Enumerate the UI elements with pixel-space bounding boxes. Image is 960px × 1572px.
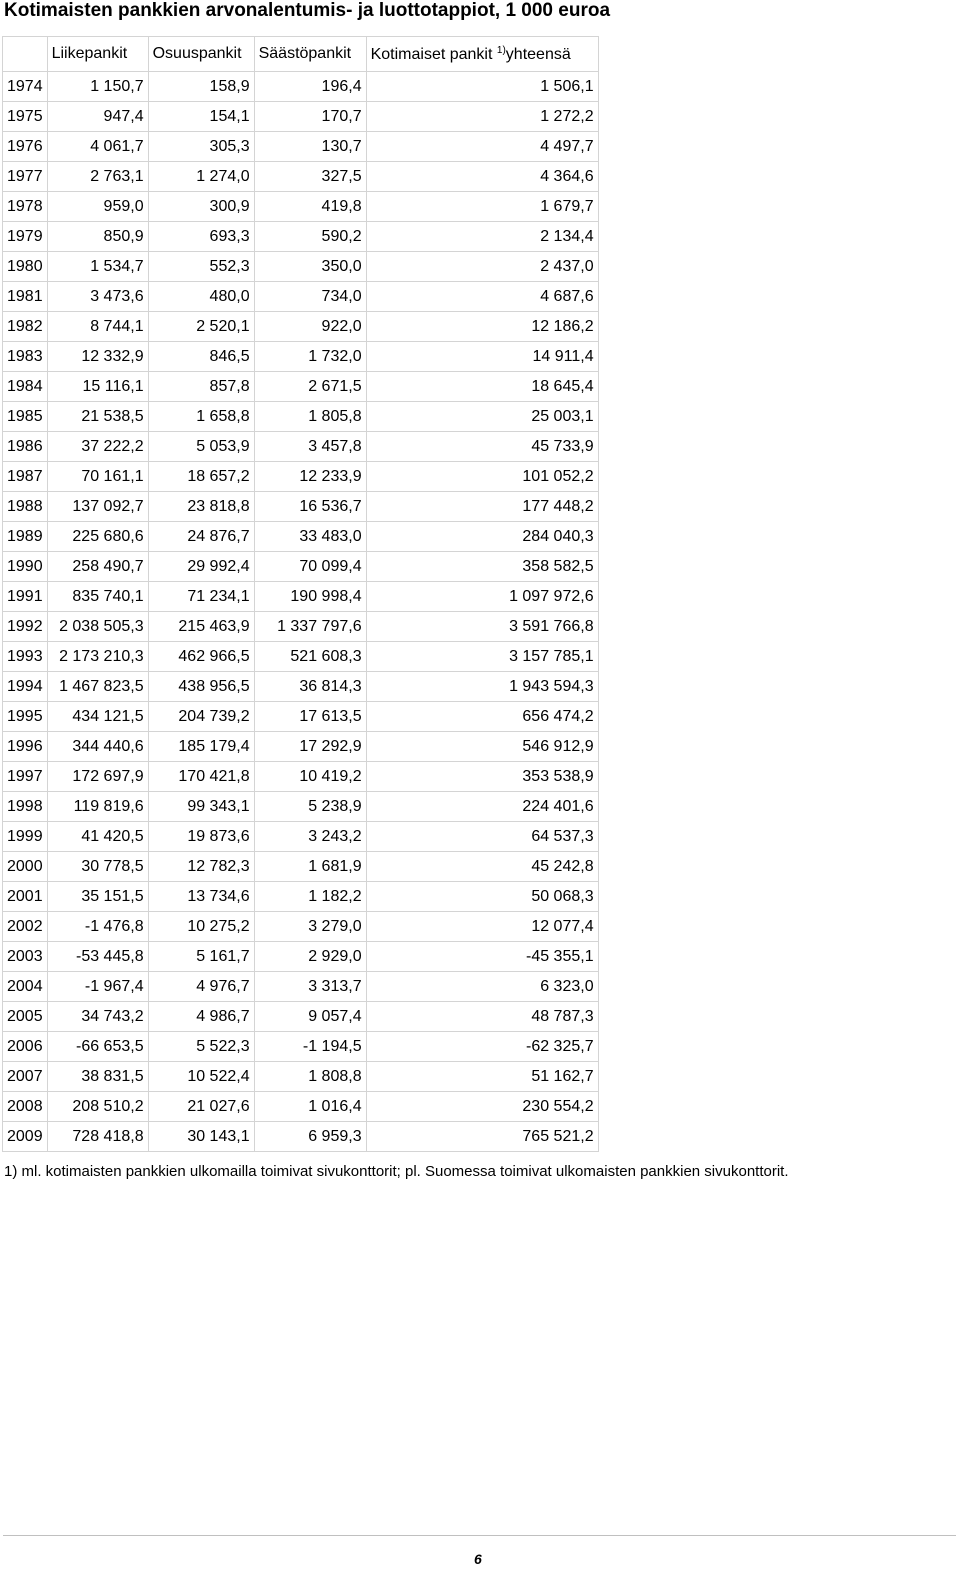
cell-year: 1986: [3, 432, 48, 462]
cell-year: 2009: [3, 1122, 48, 1152]
cell-saastopankit: 6 959,3: [254, 1122, 366, 1152]
cell-osuuspankit: 10 522,4: [148, 1062, 254, 1092]
cell-saastopankit: 1 016,4: [254, 1092, 366, 1122]
header-saastopankit: Säästöpankit: [254, 37, 366, 72]
cell-liikepankit: 12 332,9: [47, 342, 148, 372]
cell-liikepankit: 70 161,1: [47, 462, 148, 492]
cell-saastopankit: 1 681,9: [254, 852, 366, 882]
cell-liikepankit: -1 967,4: [47, 972, 148, 1002]
table-row: [3, 852, 599, 882]
cell-total: 230 554,2: [366, 1092, 598, 1122]
cell-year: 1993: [3, 642, 48, 672]
cell-osuuspankit: 12 782,3: [148, 852, 254, 882]
cell-saastopankit: 5 238,9: [254, 792, 366, 822]
table-row: [3, 72, 599, 102]
cell-osuuspankit: 480,0: [148, 282, 254, 312]
page-number: 6: [474, 1551, 482, 1567]
header-liikepankit: Liikepankit: [47, 37, 148, 72]
cell-saastopankit: 3 313,7: [254, 972, 366, 1002]
cell-osuuspankit: 10 275,2: [148, 912, 254, 942]
cell-osuuspankit: 846,5: [148, 342, 254, 372]
cell-liikepankit: -1 476,8: [47, 912, 148, 942]
cell-osuuspankit: 857,8: [148, 372, 254, 402]
cell-year: 1991: [3, 582, 48, 612]
cell-year: 2002: [3, 912, 48, 942]
cell-total: 50 068,3: [366, 882, 598, 912]
cell-liikepankit: 850,9: [47, 222, 148, 252]
header-osuuspankit: Osuuspankit: [148, 37, 254, 72]
cell-saastopankit: 70 099,4: [254, 552, 366, 582]
cell-liikepankit: 41 420,5: [47, 822, 148, 852]
table-row: [3, 762, 599, 792]
table-row: [3, 432, 599, 462]
cell-year: 1989: [3, 522, 48, 552]
cell-year: 1997: [3, 762, 48, 792]
cell-osuuspankit: 438 956,5: [148, 672, 254, 702]
cell-total: 14 911,4: [366, 342, 598, 372]
cell-osuuspankit: 693,3: [148, 222, 254, 252]
footnote: 1) ml. kotimaisten pankkien ulkomailla toimivat sivukonttorit; pl. Suomessa toimivat ulkomaisten pankkien sivukonttorit.: [4, 1163, 789, 1180]
cell-saastopankit: 196,4: [254, 72, 366, 102]
cell-total: 64 537,3: [366, 822, 598, 852]
cell-total: 2 437,0: [366, 252, 598, 282]
cell-saastopankit: 1 732,0: [254, 342, 366, 372]
table-row: [3, 252, 599, 282]
table-row: [3, 642, 599, 672]
cell-saastopankit: 590,2: [254, 222, 366, 252]
cell-year: 1987: [3, 462, 48, 492]
cell-liikepankit: 34 743,2: [47, 1002, 148, 1032]
cell-year: 1976: [3, 132, 48, 162]
cell-osuuspankit: 29 992,4: [148, 552, 254, 582]
cell-year: 1974: [3, 72, 48, 102]
cell-liikepankit: 38 831,5: [47, 1062, 148, 1092]
cell-saastopankit: 1 808,8: [254, 1062, 366, 1092]
table-row: [3, 222, 599, 252]
cell-liikepankit: 119 819,6: [47, 792, 148, 822]
cell-total: -45 355,1: [366, 942, 598, 972]
cell-osuuspankit: 462 966,5: [148, 642, 254, 672]
cell-total: 45 733,9: [366, 432, 598, 462]
cell-osuuspankit: 1 658,8: [148, 402, 254, 432]
cell-osuuspankit: 158,9: [148, 72, 254, 102]
cell-year: 1978: [3, 192, 48, 222]
cell-liikepankit: 172 697,9: [47, 762, 148, 792]
cell-saastopankit: 17 613,5: [254, 702, 366, 732]
cell-liikepankit: 137 092,7: [47, 492, 148, 522]
cell-saastopankit: 2 929,0: [254, 942, 366, 972]
cell-liikepankit: 21 538,5: [47, 402, 148, 432]
table-row: [3, 972, 599, 1002]
cell-liikepankit: 3 473,6: [47, 282, 148, 312]
cell-osuuspankit: 154,1: [148, 102, 254, 132]
cell-liikepankit: 344 440,6: [47, 732, 148, 762]
cell-osuuspankit: 4 976,7: [148, 972, 254, 1002]
table-row: [3, 582, 599, 612]
cell-total: 358 582,5: [366, 552, 598, 582]
cell-total: 2 134,4: [366, 222, 598, 252]
cell-saastopankit: 3 243,2: [254, 822, 366, 852]
table-row: [3, 822, 599, 852]
cell-saastopankit: 1 805,8: [254, 402, 366, 432]
cell-saastopankit: 734,0: [254, 282, 366, 312]
table-row: [3, 882, 599, 912]
cell-osuuspankit: 71 234,1: [148, 582, 254, 612]
table-row: [3, 1122, 599, 1152]
cell-saastopankit: 12 233,9: [254, 462, 366, 492]
cell-year: 1982: [3, 312, 48, 342]
footer-divider: [3, 1535, 956, 1536]
table-row: [3, 1062, 599, 1092]
cell-liikepankit: 37 222,2: [47, 432, 148, 462]
cell-total: 1 943 594,3: [366, 672, 598, 702]
cell-osuuspankit: 18 657,2: [148, 462, 254, 492]
header-total-suffix: yhteensä: [505, 45, 571, 63]
cell-total: 25 003,1: [366, 402, 598, 432]
cell-total: -62 325,7: [366, 1032, 598, 1062]
cell-osuuspankit: 305,3: [148, 132, 254, 162]
cell-liikepankit: 30 778,5: [47, 852, 148, 882]
cell-osuuspankit: 5 161,7: [148, 942, 254, 972]
cell-total: 48 787,3: [366, 1002, 598, 1032]
cell-osuuspankit: 23 818,8: [148, 492, 254, 522]
table-row: [3, 402, 599, 432]
table-row: [3, 612, 599, 642]
cell-total: 1 272,2: [366, 102, 598, 132]
cell-saastopankit: 3 457,8: [254, 432, 366, 462]
cell-year: 1998: [3, 792, 48, 822]
cell-total: 12 186,2: [366, 312, 598, 342]
cell-saastopankit: 36 814,3: [254, 672, 366, 702]
cell-osuuspankit: 19 873,6: [148, 822, 254, 852]
cell-liikepankit: 959,0: [47, 192, 148, 222]
cell-total: 3 157 785,1: [366, 642, 598, 672]
table-row: [3, 372, 599, 402]
cell-total: 12 077,4: [366, 912, 598, 942]
cell-saastopankit: -1 194,5: [254, 1032, 366, 1062]
cell-osuuspankit: 30 143,1: [148, 1122, 254, 1152]
cell-total: 4 364,6: [366, 162, 598, 192]
cell-saastopankit: 922,0: [254, 312, 366, 342]
cell-year: 1981: [3, 282, 48, 312]
cell-year: 2008: [3, 1092, 48, 1122]
cell-osuuspankit: 170 421,8: [148, 762, 254, 792]
table-body: [3, 72, 599, 1152]
cell-saastopankit: 350,0: [254, 252, 366, 282]
cell-total: 284 040,3: [366, 522, 598, 552]
cell-liikepankit: -53 445,8: [47, 942, 148, 972]
table-row: [3, 1032, 599, 1062]
cell-osuuspankit: 1 274,0: [148, 162, 254, 192]
cell-year: 2004: [3, 972, 48, 1002]
cell-total: 1 097 972,6: [366, 582, 598, 612]
cell-osuuspankit: 13 734,6: [148, 882, 254, 912]
cell-saastopankit: 10 419,2: [254, 762, 366, 792]
header-total-footnote-ref: 1): [496, 44, 506, 56]
cell-year: 1985: [3, 402, 48, 432]
table-row: [3, 312, 599, 342]
header-corner: [3, 37, 48, 72]
cell-year: 1983: [3, 342, 48, 372]
table-row: [3, 162, 599, 192]
cell-liikepankit: 35 151,5: [47, 882, 148, 912]
cell-total: 1 679,7: [366, 192, 598, 222]
cell-total: 18 645,4: [366, 372, 598, 402]
cell-year: 1988: [3, 492, 48, 522]
cell-saastopankit: 17 292,9: [254, 732, 366, 762]
cell-year: 1994: [3, 672, 48, 702]
table-row: [3, 342, 599, 372]
table-row: [3, 102, 599, 132]
cell-osuuspankit: 4 986,7: [148, 1002, 254, 1032]
cell-osuuspankit: 99 343,1: [148, 792, 254, 822]
cell-liikepankit: 1 150,7: [47, 72, 148, 102]
cell-saastopankit: 1 182,2: [254, 882, 366, 912]
cell-saastopankit: 521 608,3: [254, 642, 366, 672]
cell-liikepankit: 728 418,8: [47, 1122, 148, 1152]
cell-saastopankit: 1 337 797,6: [254, 612, 366, 642]
cell-total: 4 687,6: [366, 282, 598, 312]
table-header-row: [3, 37, 599, 72]
cell-liikepankit: 2 763,1: [47, 162, 148, 192]
losses-table: [2, 36, 599, 1152]
cell-osuuspankit: 300,9: [148, 192, 254, 222]
cell-year: 2006: [3, 1032, 48, 1062]
cell-saastopankit: 33 483,0: [254, 522, 366, 552]
cell-year: 2000: [3, 852, 48, 882]
cell-year: 1977: [3, 162, 48, 192]
cell-total: 546 912,9: [366, 732, 598, 762]
cell-saastopankit: 419,8: [254, 192, 366, 222]
cell-year: 1984: [3, 372, 48, 402]
cell-total: 4 497,7: [366, 132, 598, 162]
cell-osuuspankit: 5 522,3: [148, 1032, 254, 1062]
cell-total: 656 474,2: [366, 702, 598, 732]
cell-total: 45 242,8: [366, 852, 598, 882]
cell-total: 224 401,6: [366, 792, 598, 822]
table-row: [3, 132, 599, 162]
cell-total: 353 538,9: [366, 762, 598, 792]
cell-year: 2001: [3, 882, 48, 912]
table-row: [3, 522, 599, 552]
page-title: Kotimaisten pankkien arvonalentumis- ja luottotappiot, 1 000 euroa: [4, 0, 611, 21]
table-row: [3, 912, 599, 942]
cell-total: 6 323,0: [366, 972, 598, 1002]
cell-year: 2007: [3, 1062, 48, 1092]
table-row: [3, 552, 599, 582]
cell-year: 1996: [3, 732, 48, 762]
cell-liikepankit: 2 173 210,3: [47, 642, 148, 672]
cell-osuuspankit: 552,3: [148, 252, 254, 282]
table-row: [3, 702, 599, 732]
cell-saastopankit: 170,7: [254, 102, 366, 132]
cell-saastopankit: 3 279,0: [254, 912, 366, 942]
header-total: [366, 37, 598, 72]
cell-osuuspankit: 215 463,9: [148, 612, 254, 642]
cell-year: 1992: [3, 612, 48, 642]
cell-saastopankit: 190 998,4: [254, 582, 366, 612]
cell-year: 2005: [3, 1002, 48, 1032]
cell-liikepankit: 1 534,7: [47, 252, 148, 282]
cell-liikepankit: 208 510,2: [47, 1092, 148, 1122]
cell-liikepankit: -66 653,5: [47, 1032, 148, 1062]
table-row: [3, 282, 599, 312]
table-row: [3, 1002, 599, 1032]
cell-saastopankit: 327,5: [254, 162, 366, 192]
table-row: [3, 672, 599, 702]
table-row: [3, 192, 599, 222]
cell-liikepankit: 1 467 823,5: [47, 672, 148, 702]
table-row: [3, 942, 599, 972]
cell-liikepankit: 15 116,1: [47, 372, 148, 402]
cell-total: 765 521,2: [366, 1122, 598, 1152]
cell-saastopankit: 16 536,7: [254, 492, 366, 522]
cell-year: 1975: [3, 102, 48, 132]
cell-saastopankit: 130,7: [254, 132, 366, 162]
cell-osuuspankit: 21 027,6: [148, 1092, 254, 1122]
cell-year: 1979: [3, 222, 48, 252]
cell-liikepankit: 947,4: [47, 102, 148, 132]
table-row: [3, 1092, 599, 1122]
cell-saastopankit: 9 057,4: [254, 1002, 366, 1032]
cell-osuuspankit: 185 179,4: [148, 732, 254, 762]
cell-liikepankit: 2 038 505,3: [47, 612, 148, 642]
cell-year: 1999: [3, 822, 48, 852]
cell-osuuspankit: 2 520,1: [148, 312, 254, 342]
table-row: [3, 462, 599, 492]
cell-osuuspankit: 24 876,7: [148, 522, 254, 552]
header-total-prefix: Kotimaiset pankit: [370, 45, 493, 63]
cell-year: 1990: [3, 552, 48, 582]
cell-liikepankit: 8 744,1: [47, 312, 148, 342]
table-row: [3, 732, 599, 762]
cell-liikepankit: 835 740,1: [47, 582, 148, 612]
cell-year: 1980: [3, 252, 48, 282]
cell-total: 1 506,1: [366, 72, 598, 102]
table-row: [3, 492, 599, 522]
cell-total: 101 052,2: [366, 462, 598, 492]
cell-total: 177 448,2: [366, 492, 598, 522]
cell-year: 2003: [3, 942, 48, 972]
cell-year: 1995: [3, 702, 48, 732]
cell-total: 3 591 766,8: [366, 612, 598, 642]
cell-liikepankit: 225 680,6: [47, 522, 148, 552]
cell-liikepankit: 4 061,7: [47, 132, 148, 162]
cell-total: 51 162,7: [366, 1062, 598, 1092]
cell-osuuspankit: 204 739,2: [148, 702, 254, 732]
cell-saastopankit: 2 671,5: [254, 372, 366, 402]
cell-liikepankit: 258 490,7: [47, 552, 148, 582]
table-row: [3, 792, 599, 822]
cell-liikepankit: 434 121,5: [47, 702, 148, 732]
cell-osuuspankit: 5 053,9: [148, 432, 254, 462]
